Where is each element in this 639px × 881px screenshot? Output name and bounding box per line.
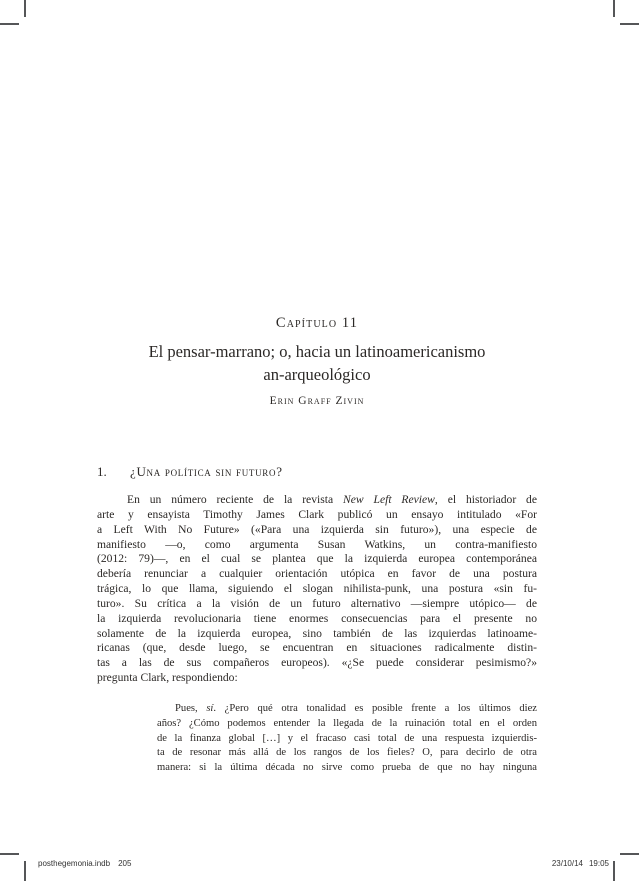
text-line: la izquierda revolucionaria tiene enormes consecuencias para el presente no	[97, 611, 537, 625]
proof-footer-left	[38, 859, 131, 868]
text-line: Pues, sí. ¿Pero qué otra tonalidad es posible frente a los últimos diez	[175, 703, 538, 714]
text-line: años? ¿Cómo podemos entender la llegada de la ruinación total en el orden	[157, 717, 537, 729]
text-line: pregunta Clark, respondiendo:	[97, 671, 238, 685]
text-line: debería renunciar a cualquier orientación utópica en favor de una postura	[97, 567, 537, 581]
body-paragraph	[97, 493, 537, 686]
text-line: a Left With No Future» («Para una izquierda sin futuro»), una especie de	[97, 522, 537, 536]
chapter-author: Erin Graff Zivin	[269, 395, 365, 407]
text-line: En un número reciente de la revista New Left Review, el historiador de	[127, 493, 538, 506]
text-line: turo». Su crítica a la visión de un futuro alternativo —siempre utópico— de	[97, 596, 537, 610]
text-line: manera: si la última década no sirve como prueba de que no hay ninguna	[157, 762, 537, 774]
proof-filename: posthegemonia.indb	[38, 859, 111, 868]
crop-mark-top-right-horizontal	[620, 23, 639, 25]
text-line: trágica, lo que llama, siguiendo el slogan nihilista-punk, una postura «sin fu-	[97, 582, 537, 596]
proof-footer-right	[552, 859, 609, 868]
text-line: solamente de la izquierda europea, sino también de las izquierdas latinoame-	[97, 626, 537, 640]
chapter-title-line-2: an-arqueológico	[263, 365, 371, 384]
crop-mark-bottom-left-vertical	[24, 861, 26, 881]
text-line: manifiesto —o, como argumenta Susan Watkins, un contra-manifiesto	[97, 537, 537, 551]
chapter-number-label: Capítulo 11	[275, 315, 359, 331]
proof-page-number: 205	[118, 859, 132, 868]
crop-mark-bottom-left-horizontal	[0, 853, 19, 855]
chapter-title-line-1: El pensar-marrano; o, hacia un latinoamericanismo	[148, 342, 486, 361]
text-line: ricanas (que, desde luego, se encuentran en situaciones radicalmente distin-	[97, 641, 537, 655]
section-number: 1.	[97, 464, 107, 479]
text-line: de la finanza global […] y el fracaso casi total de una respuesta izquierdis-	[157, 732, 537, 744]
crop-mark-top-right-vertical	[613, 0, 615, 17]
crop-mark-top-left-horizontal	[0, 23, 19, 25]
text-line: arte y ensayista Timothy James Clark publicó un ensayo intitulado «For	[97, 507, 537, 521]
section-heading	[97, 464, 537, 480]
text-line: tas a las de sus compañeros europeos). «¿Se puede considerar pesimismo?»	[97, 656, 537, 670]
crop-mark-bottom-right-horizontal	[620, 853, 639, 855]
block-quote	[157, 702, 537, 776]
proof-time: 19:05	[588, 859, 609, 868]
proof-date: 23/10/14	[551, 859, 583, 868]
crop-mark-bottom-right-vertical	[613, 861, 615, 881]
text-line: (2012: 79)—, en el cual se plantea que la izquierda europea contemporánea	[97, 552, 537, 566]
section-title: ¿Una política sin futuro?	[130, 464, 283, 479]
text-line: ta de resonar más allá de los rangos de los fieles? O, para decirlo de otra	[157, 747, 537, 759]
crop-mark-top-left-vertical	[24, 0, 26, 17]
chapter-title	[77, 340, 557, 386]
